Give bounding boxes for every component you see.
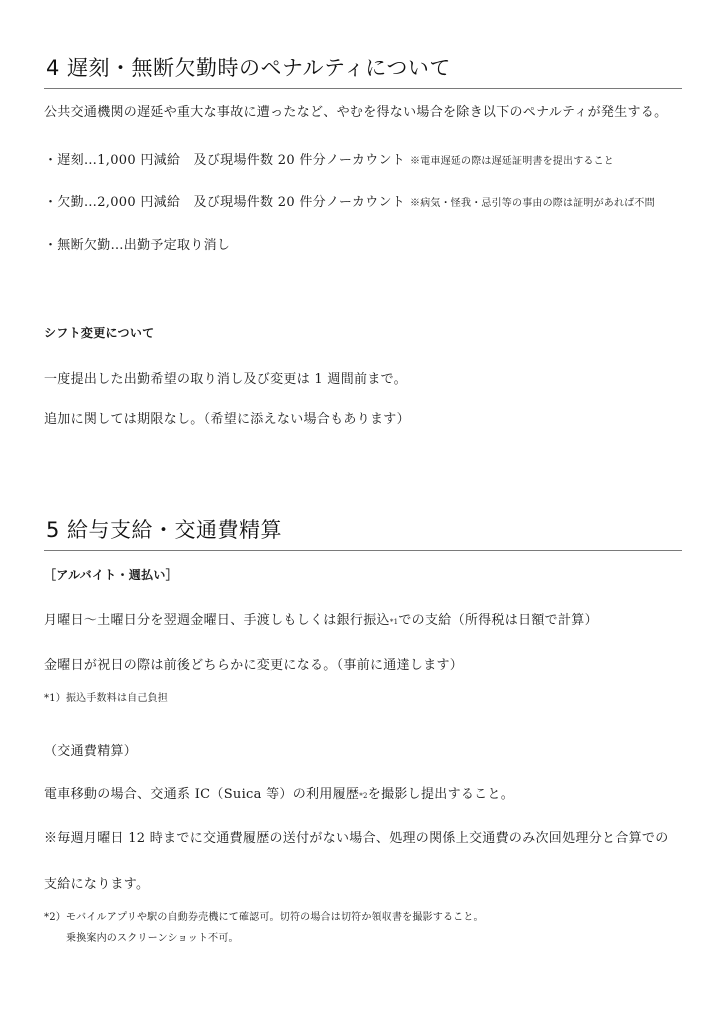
penalty-late-note: ※電車遅延の際は遅延証明書を提出すること [410,156,614,167]
footnote-2-line-2: 乗換案内のスクリーンショット不可。 [66,933,239,944]
pay-schedule-text-b: での支給（所得税は日額で計算） [398,613,598,628]
penalty-absence-note: ※病気・怪我・忌引等の事由の際は証明があれば不問 [410,198,655,209]
transport-ic-text-b: を撮影し提出すること。 [367,787,515,802]
pay-schedule-line: 月曜日～土曜日分を翌週金曜日、手渡しもしくは銀行振込 *1 での支給（所得税は日額で計算） [44,609,598,628]
deadline-line-1: ※毎週月曜日 12 時までに交通費履歴の送付がない場合、処理の関係上交通費のみ次回処理分と合算での [44,831,669,846]
penalty-absence-text: ・欠勤…2,000 円減給 及び現場件数 20 件分ノーカウント [44,195,406,210]
section4-title: 4 遅刻・無断欠勤時のペナルティについて [46,56,451,80]
shift-change-line-2: 追加に関しては期限なし。（希望に添えない場合もあります） [44,412,410,427]
transport-ic-text-a: 電車移動の場合、交通系 IC（Suica 等）の利用履歴 [44,787,360,802]
shift-change-heading: シフト変更について [44,326,155,340]
penalty-late-text: ・遅刻…1,000 円減給 及び現場件数 20 件分ノーカウント [44,153,406,168]
part-time-heading: ［アルバイト・週払い］ [44,568,178,582]
section5-title: 5 給与支給・交通費精算 [46,518,283,542]
penalty-intro: 公共交通機関の遅延や重大な事故に遭ったなど、やむを得ない場合を除き以下のペナルティが発生する。 [44,105,668,120]
penalty-unexcused-text: ・無断欠勤…出勤予定取り消し [44,238,231,253]
transport-ic-line: 電車移動の場合、交通系 IC（Suica 等）の利用履歴 *2 を撮影し提出すること。 [44,783,514,802]
section4-divider [44,88,682,89]
transport-heading: （交通費精算） [44,744,138,759]
holiday-note: 金曜日が祝日の際は前後どちらかに変更になる。（事前に通達します） [44,658,464,673]
section5-divider [44,550,682,551]
shift-change-line-1: 一度提出した出勤希望の取り消し及び変更は 1 週間前まで。 [44,372,407,387]
deadline-line-2: 支給になります。 [44,877,150,892]
footnote-1: *1）振込手数料は自己負担 [44,693,168,704]
footnote-2-line-1: *2）モバイルアプリや駅の自動券売機にて確認可。切符の場合は切符か領収書を撮影すること。 [44,912,484,923]
pay-schedule-text-a: 月曜日～土曜日分を翌週金曜日、手渡しもしくは銀行振込 [44,613,390,628]
